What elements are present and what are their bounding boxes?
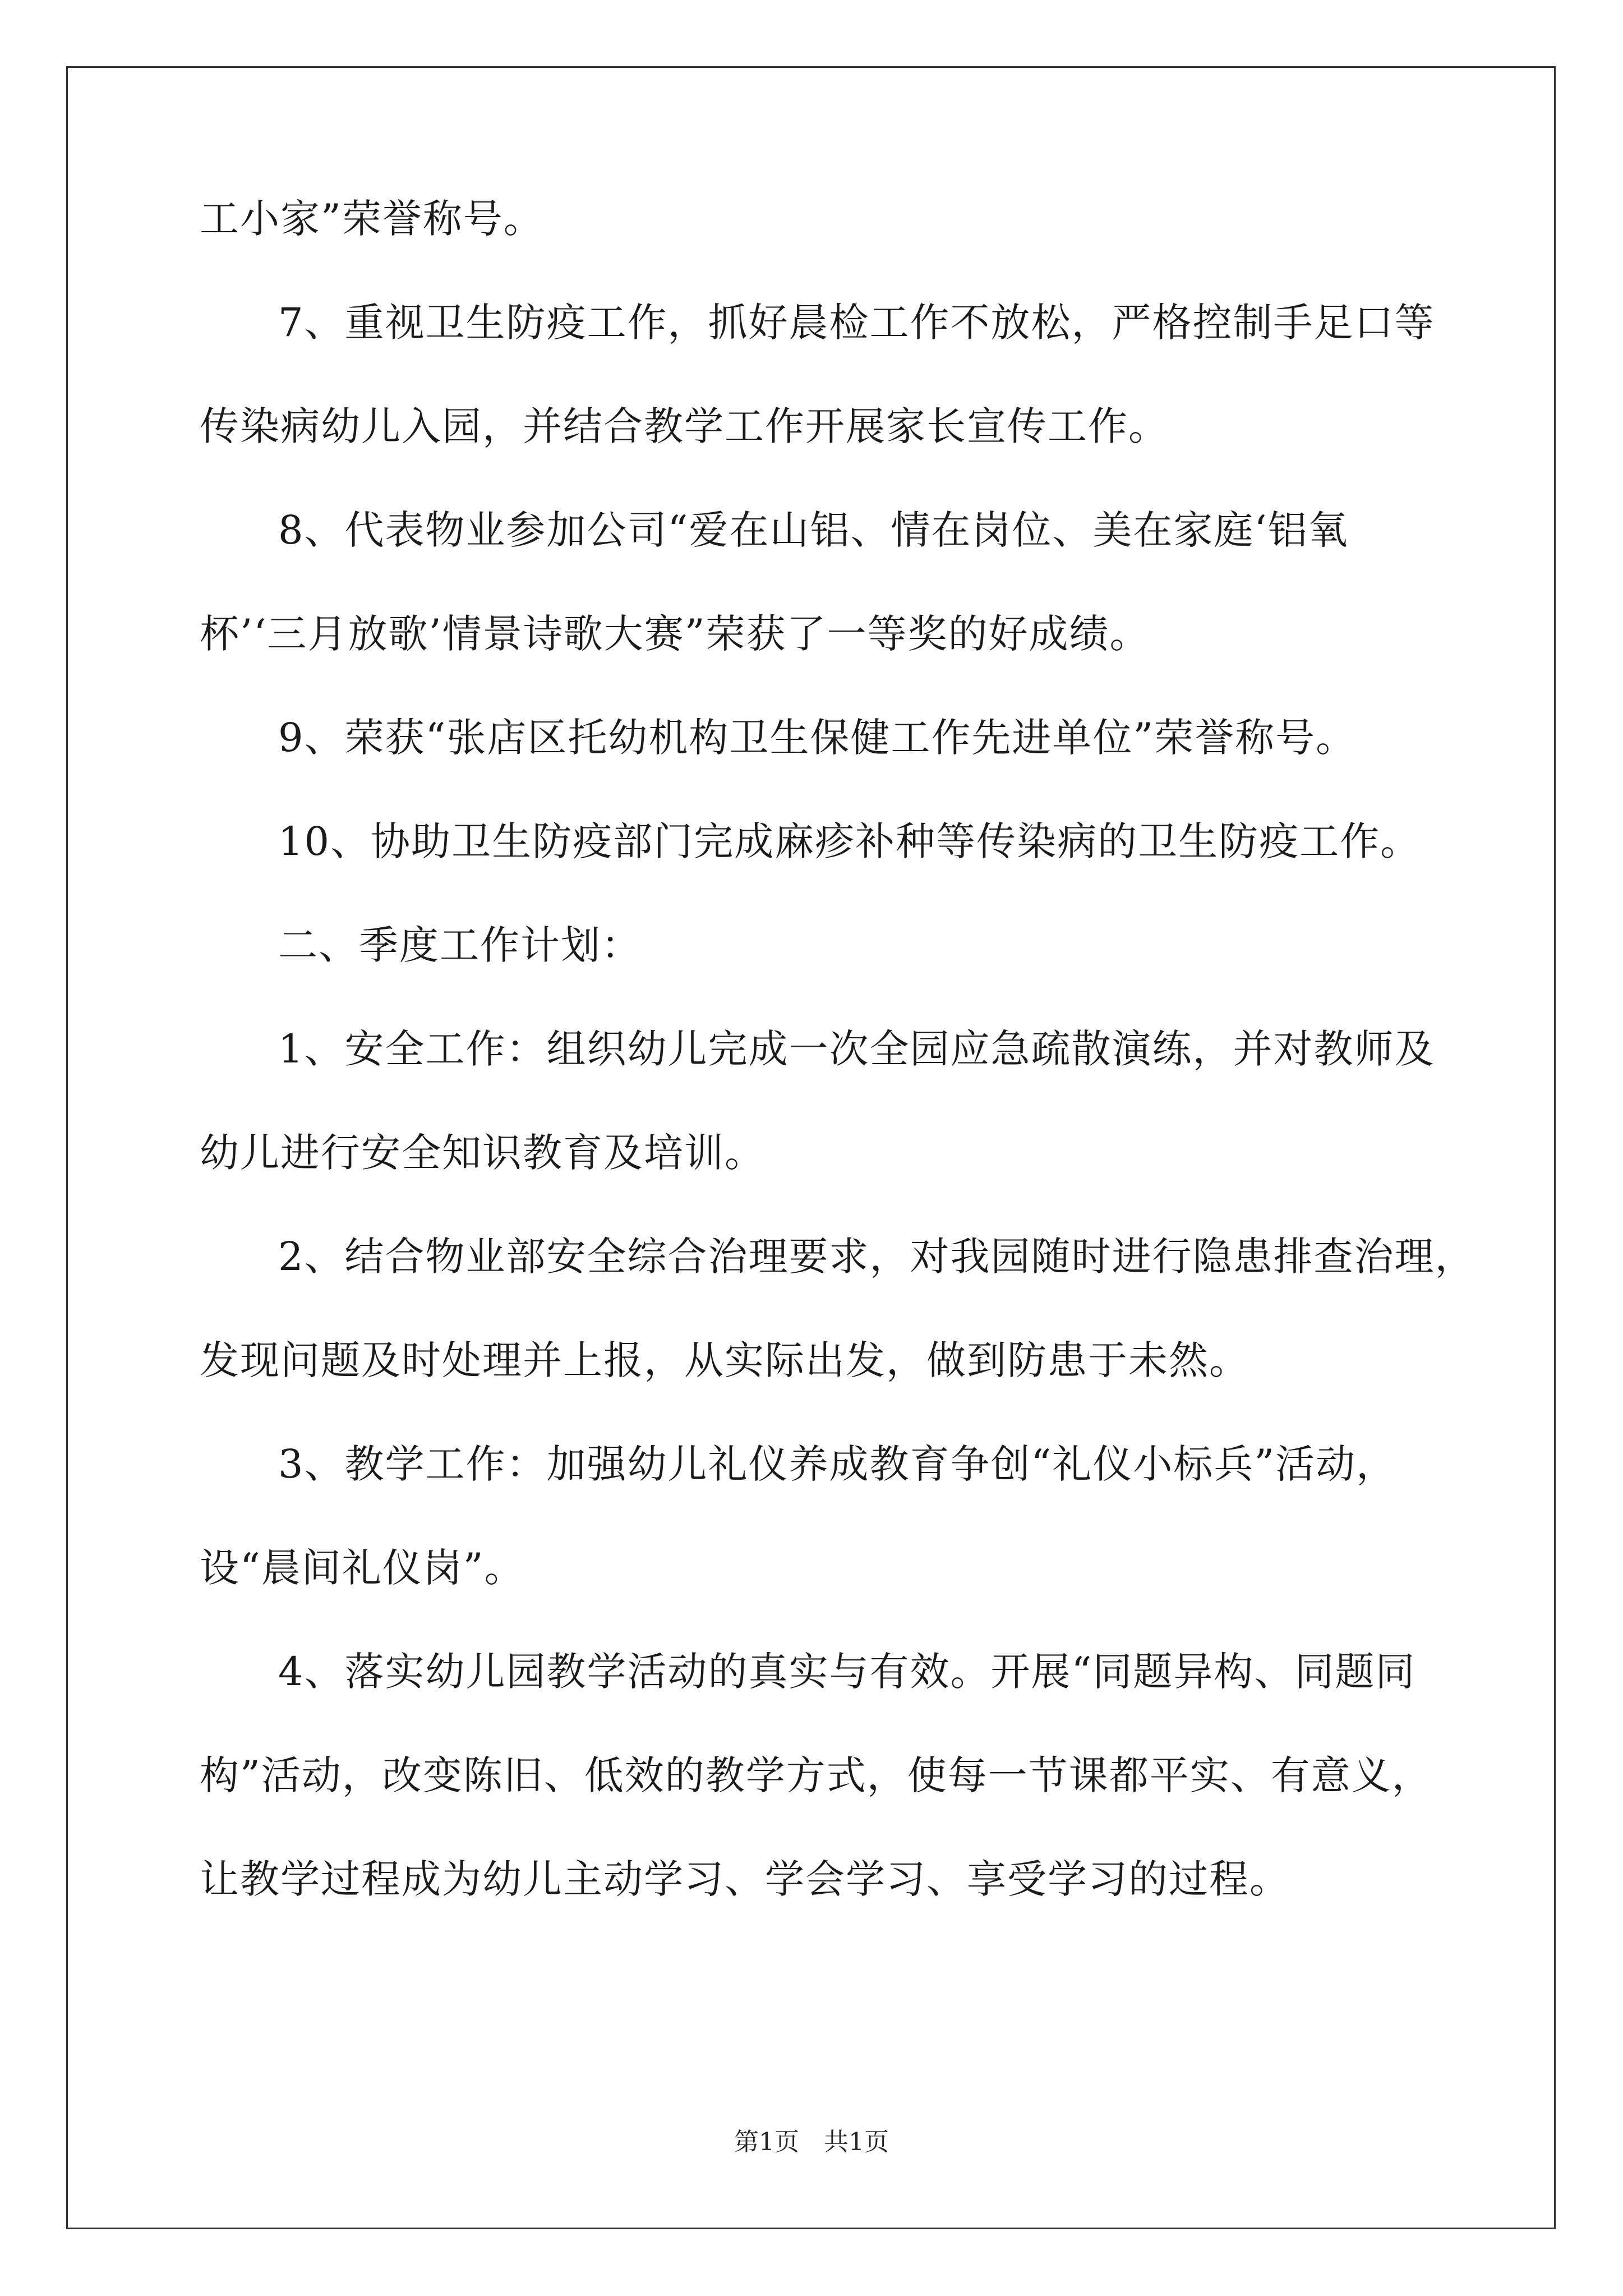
text-line: 发现问题及时处理并上报，从实际出发，做到防患于未然。 xyxy=(200,1337,1249,1383)
text-line: 3、教学工作：加强幼儿礼仪养成教育争创“礼仪小标兵”活动， xyxy=(278,1441,1397,1487)
section-heading: 二、季度工作计划： xyxy=(278,922,642,968)
text-line: 让教学过程成为幼儿主动学习、学会学习、享受学习的过程。 xyxy=(200,1856,1290,1902)
text-line: 9、荣获“张店区托幼机构卫生保健工作先进单位”荣誉称号。 xyxy=(278,715,1357,761)
text-line: 工小家”荣誉称号。 xyxy=(200,196,544,242)
text-line: 7、重视卫生防疫工作，抓好晨检工作不放松，严格控制手足口等 xyxy=(278,300,1435,346)
text-line: 10、协助卫生防疫部门完成麻疹补种等传染病的卫生防疫工作。 xyxy=(278,818,1421,864)
text-line: 幼儿进行安全知识教育及培训。 xyxy=(200,1130,765,1176)
page-number-footer: 第1页 共1页 xyxy=(734,2128,889,2156)
text-line: 2、结合物业部安全综合治理要求，对我园随时进行隐患排查治理， xyxy=(278,1234,1476,1280)
text-line: 1、安全工作：组织幼儿完成一次全园应急疏散演练，并对教师及 xyxy=(278,1026,1435,1072)
text-line: 8、代表物业参加公司“爱在山铝、情在岗位、美在家庭‘铝氧 xyxy=(278,507,1349,553)
text-line: 杯’‘三月放歌’情景诗歌大赛”荣获了一等奖的好成绩。 xyxy=(200,611,1150,657)
text-line: 构”活动，改变陈旧、低效的教学方式，使每一节课都平实、有意义， xyxy=(200,1752,1432,1798)
text-line: 设“晨间礼仪岗”。 xyxy=(200,1545,525,1591)
text-line: 传染病幼儿入园，并结合教学工作开展家长宣传工作。 xyxy=(200,403,1169,449)
text-line: 4、落实幼儿园教学活动的真实与有效。开展“同题异构、同题同 xyxy=(278,1649,1416,1695)
